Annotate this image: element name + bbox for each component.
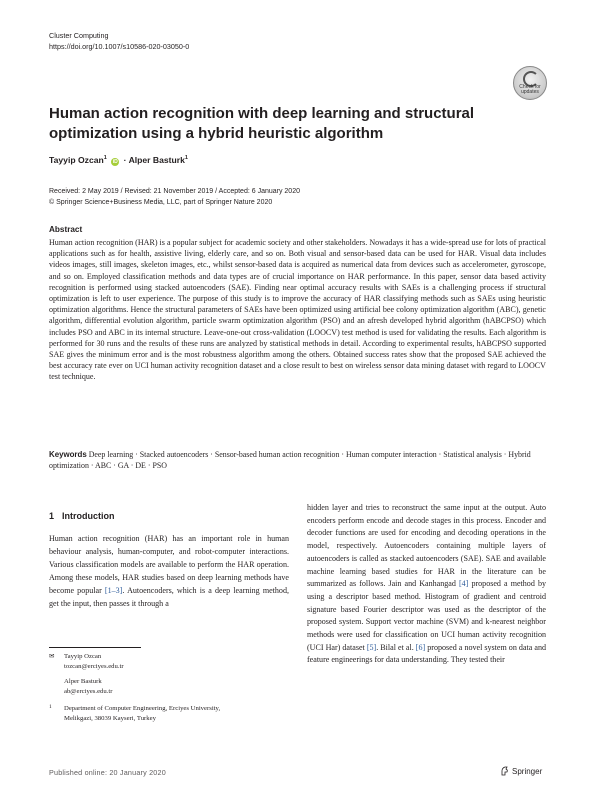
received-dates: Received: 2 May 2019 / Revised: 21 November 2019 / Accepted: 6 January 2020 [49, 188, 300, 195]
badge-label-2: updates [521, 89, 539, 95]
springer-logo [500, 766, 542, 776]
citation-link[interactable]: [1–3] [104, 586, 123, 595]
envelope-icon: ✉ [49, 653, 55, 660]
author-line [49, 155, 188, 166]
intro-text: proposed a method by using a descriptor based method. Histogram of gradient and centroid signature based Fourier descriptor was used as the descriptor of the proposed system. Support vector machine (SVM) and k-nearest neighbor methods were used for classification on UCI human activity recognition (UCI Har) dataset [307, 579, 546, 652]
keywords-label: Keywords [49, 450, 87, 459]
author-affil-sup: 1 [103, 155, 107, 162]
contact-email[interactable]: ab@erciyes.edu.tr [64, 688, 113, 695]
intro-text: hidden layer and tries to reconstruct the same input at the output. Auto encoders perform encode and decode stages in this process. Encoder and decoder functions are used for encoding and decoding operations in the model, respectively. Autoencoders containing multiple layers of autoencoders is called as stacked autoencoders (SAE). SAE and available machine learning based studies for HAR in the literature can be summarized as follows. Jain and Kanhangad [307, 503, 546, 589]
intro-text: . Autoencoders, which is a deep learning method, get the input, then passes it through a [49, 586, 289, 608]
abstract-heading: Abstract [49, 225, 83, 234]
contact-email[interactable]: tozcan@erciyes.edu.tr [64, 663, 124, 670]
footnote-divider [49, 647, 141, 648]
springer-wordmark: Springer [512, 767, 543, 776]
check-for-updates-badge[interactable] [513, 66, 547, 100]
section-number: 1 [49, 511, 55, 521]
contact-author-name: Tayyip Ozcan [64, 653, 102, 660]
keywords [49, 449, 546, 471]
author-name[interactable]: Tayyip Ozcan [49, 155, 104, 165]
abstract-text: Human action recognition (HAR) is a popular subject for academic society and other stakeholders. Nowadays it has a wide-spread use for lots of practical applications such as for health, assistive living, elderly care, and so on. Both visual and sensor-based data can be used for HAR. Visual data includes videos images, still images, skeleton images, etc., whilst sensor-based data is acquired as numerical data from devices such as accelerometer, gyroscope, and so on. Employed classification methods and data types are of crucial importance on HAR performance. In this paper, sensor data based activity recognition is performed using stacked autoencoders (SAE). Finding near optimal accuracy results with SAEs is a challenging process if structural optimization is left to user experience. The purpose of this study is to improve the accuracy of HAR classifying methods such as SAEs using heuristic optimization algorithms. Hence the structural parameters of SAEs have been optimized using artificial bee colony optimization algorithm (ABC), genetic algorithm, differential evolution algorithm, particle swarm optimization algorithm (PSO) and an afresh developed hybrid algorithm (hABCPSO) which includes PSO and ABC in its internal structure. Leave-one-out cross-validation (LOOCV) test method is used for validating the results. Each algorithm is performed for 30 runs and the results of these runs are analyzed by statistical methods in detail. According to experimental results, hABCPSO supported SAE gives the minimum error and is the most robustness algorithm among the others. Obtained success rates show that the proposed SAE achieved the best accuracy rate ever on UCI human activity recognition dataset and a close result to best on wireless sensor data mining dataset with regard to LOOCV test technique. [49, 238, 546, 382]
intro-right-column [307, 502, 546, 667]
affiliation-number: 1 [49, 704, 52, 710]
published-online: Published online: 20 January 2020 [49, 768, 166, 777]
intro-text: . Bilal et al. [376, 642, 416, 652]
copyright-line: © Springer Science+Business Media, LLC, part of Springer Nature 2020 [49, 199, 273, 206]
affiliation-line: Department of Computer Engineering, Erciyes University, [64, 705, 221, 712]
author-separator: · [123, 155, 127, 165]
badge-label-1: Check for [519, 84, 541, 90]
intro-text: proposed a novel system on data and feature engineerings for data understanding. They tested their [307, 642, 547, 665]
keywords-list: Deep learning · Stacked autoencoders · Sensor-based human action recognition · Human computer interaction · Statistical analysis · Hybrid optimization · ABC · GA · DE · PSO [49, 450, 531, 470]
author-name[interactable]: Alper Basturk [128, 155, 185, 165]
journal-name: Cluster Computing [49, 31, 109, 40]
contact-author-name: Alper Basturk [64, 678, 102, 685]
orcid-icon[interactable]: iD [112, 159, 118, 165]
intro-text: Human action recognition (HAR) has an important role in human behaviour analysis, human-computer, and robot-computer interactions. Various classification models are available to perform the HAR operation. Among these models, HAR studies based on deep learning methods have become popular [49, 534, 289, 595]
doi-link[interactable]: https://doi.org/10.1007/s10586-020-03050-0 [49, 42, 190, 51]
affiliation-line: Melikgazi, 38039 Kayseri, Turkey [64, 715, 156, 722]
journal-header [49, 30, 189, 52]
section-title: Introduction [62, 511, 115, 521]
citation-link[interactable]: [6] [415, 642, 426, 652]
author-affil-sup: 1 [184, 155, 188, 162]
springer-horse-icon [500, 766, 509, 776]
paper-title: Human action recognition with deep learning and structural optimization using a hybrid heuristic algorithm [49, 105, 475, 142]
article-history [49, 186, 300, 208]
citation-link[interactable]: [4] [458, 579, 469, 589]
section-heading [49, 511, 115, 521]
intro-left-column [49, 532, 289, 610]
citation-link[interactable]: [5] [366, 642, 377, 652]
